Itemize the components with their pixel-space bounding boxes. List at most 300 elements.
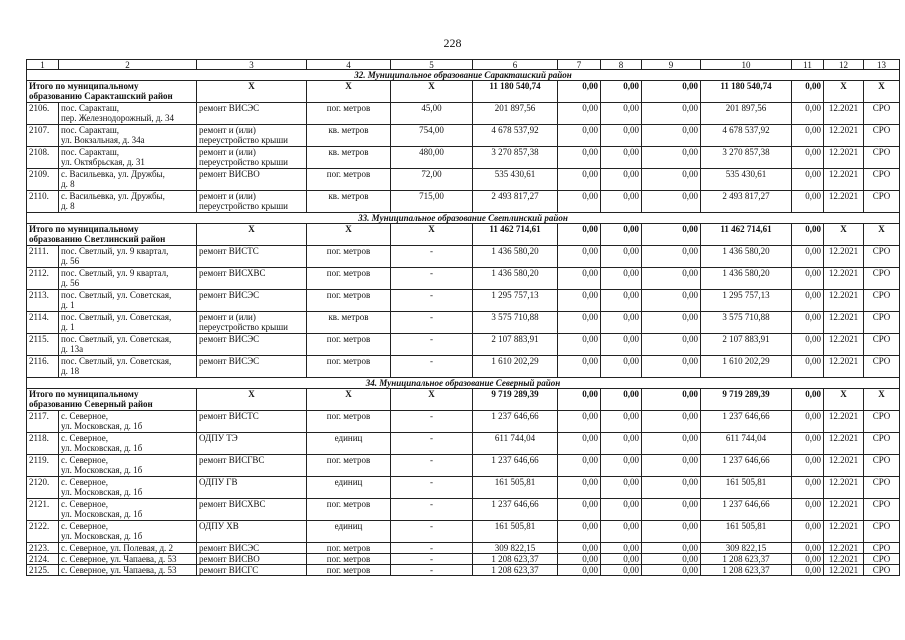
address-line: пос. Светлый, ул. 9 квартал, — [61, 268, 169, 278]
table-row — [27, 169, 900, 191]
quantity: - — [391, 290, 473, 312]
unit: пог. метров — [307, 543, 391, 554]
deadline: 12.2021 — [824, 356, 864, 378]
total-c9: 0,00 — [642, 389, 701, 411]
total-label — [27, 389, 197, 411]
deadline: 12.2021 — [824, 433, 864, 455]
cost-col-9: 0,00 — [642, 169, 701, 191]
work-type-line: ремонт ВИСТС — [199, 246, 259, 256]
address-line: ул. Московская, д. 1б — [61, 509, 143, 519]
address-line: пос. Светлый, ул. Советская, — [61, 356, 172, 366]
column-number: 13 — [864, 60, 900, 70]
work-type — [197, 268, 307, 290]
method: СРО — [864, 433, 900, 455]
unit: пог. метров — [307, 554, 391, 565]
cost-col-11: 0,00 — [792, 554, 824, 565]
total-cost: 161 505,81 — [473, 521, 558, 543]
quantity: 480,00 — [391, 147, 473, 169]
quantity: - — [391, 565, 473, 576]
address — [59, 411, 197, 433]
address-line: пос. Саракташ, — [61, 125, 119, 135]
cost-col-7: 0,00 — [558, 411, 601, 433]
work-type — [197, 290, 307, 312]
method: СРО — [864, 191, 900, 213]
table-row — [27, 147, 900, 169]
total-c10: 11 180 540,74 — [701, 81, 792, 103]
total-c7: 0,00 — [558, 389, 601, 411]
work-type — [197, 169, 307, 191]
cost-col-9: 0,00 — [642, 268, 701, 290]
cost-col-8: 0,00 — [601, 103, 642, 125]
cost-col-11: 0,00 — [792, 565, 824, 576]
method: СРО — [864, 103, 900, 125]
address-line: пос. Светлый, ул. Советская, — [61, 312, 172, 322]
deadline: 12.2021 — [824, 477, 864, 499]
row-number: 2108. — [27, 147, 59, 169]
unit: кв. метров — [307, 312, 391, 334]
total-c13: Х — [864, 81, 900, 103]
total-c7: 0,00 — [558, 224, 601, 246]
total-c12: Х — [824, 389, 864, 411]
work-type-line: ремонт ВИСТС — [199, 411, 259, 421]
cost-col-7: 0,00 — [558, 455, 601, 477]
cost-col-9: 0,00 — [642, 103, 701, 125]
cost-col-11: 0,00 — [792, 103, 824, 125]
address-line: пос. Светлый, ул. Советская, — [61, 334, 172, 344]
section-title-row — [27, 70, 900, 81]
cost-col-8: 0,00 — [601, 499, 642, 521]
column-number: 3 — [197, 60, 307, 70]
cost-col-8: 0,00 — [601, 411, 642, 433]
cost-col-7: 0,00 — [558, 169, 601, 191]
deadline: 12.2021 — [824, 103, 864, 125]
work-type — [197, 543, 307, 554]
quantity: - — [391, 411, 473, 433]
fund-cost: 161 505,81 — [701, 477, 792, 499]
row-number: 2113. — [27, 290, 59, 312]
cost-col-9: 0,00 — [642, 554, 701, 565]
total-c5: Х — [391, 81, 473, 103]
work-type-line: переустройство крыши — [199, 322, 288, 332]
work-type — [197, 433, 307, 455]
deadline: 12.2021 — [824, 125, 864, 147]
total-cost: 2 493 817,27 — [473, 191, 558, 213]
work-type — [197, 455, 307, 477]
method: СРО — [864, 499, 900, 521]
cost-col-9: 0,00 — [642, 356, 701, 378]
cost-col-9: 0,00 — [642, 334, 701, 356]
unit: пог. метров — [307, 268, 391, 290]
address-line: д. 1 — [61, 322, 75, 332]
work-type — [197, 356, 307, 378]
address-line: ул. Московская, д. 1б — [61, 443, 143, 453]
fund-cost: 1 295 757,13 — [701, 290, 792, 312]
quantity: - — [391, 521, 473, 543]
cost-col-9: 0,00 — [642, 521, 701, 543]
total-c3: Х — [197, 389, 307, 411]
quantity: - — [391, 246, 473, 268]
total-c3: Х — [197, 224, 307, 246]
work-type-line: ремонт ВИСХВС — [199, 268, 266, 278]
row-number: 2123. — [27, 543, 59, 554]
work-type-line: переустройство крыши — [199, 135, 288, 145]
deadline: 12.2021 — [824, 411, 864, 433]
total-cost: 1 436 580,20 — [473, 246, 558, 268]
address-line: д. 8 — [61, 201, 75, 211]
table-row — [27, 521, 900, 543]
deadline: 12.2021 — [824, 191, 864, 213]
quantity: - — [391, 312, 473, 334]
total-cost: 161 505,81 — [473, 477, 558, 499]
address — [59, 565, 197, 576]
address-line: д. 18 — [61, 366, 80, 376]
fund-cost: 3 575 710,88 — [701, 312, 792, 334]
cost-col-7: 0,00 — [558, 312, 601, 334]
cost-col-8: 0,00 — [601, 246, 642, 268]
cost-col-8: 0,00 — [601, 169, 642, 191]
cost-col-8: 0,00 — [601, 290, 642, 312]
quantity: - — [391, 477, 473, 499]
row-number: 2120. — [27, 477, 59, 499]
fund-cost: 1 436 580,20 — [701, 268, 792, 290]
work-type-line: ремонт ВИСГС — [199, 565, 259, 575]
address-line: д. 56 — [61, 278, 80, 288]
address — [59, 521, 197, 543]
total-label-line: Итого по муниципальному — [29, 224, 139, 234]
address-line: с. Северное, — [61, 433, 108, 443]
column-number: 7 — [558, 60, 601, 70]
cost-col-11: 0,00 — [792, 499, 824, 521]
work-type-line: ремонт ВИСЭС — [199, 103, 260, 113]
cost-col-7: 0,00 — [558, 554, 601, 565]
cost-col-7: 0,00 — [558, 521, 601, 543]
cost-col-7: 0,00 — [558, 565, 601, 576]
column-number: 12 — [824, 60, 864, 70]
cost-col-8: 0,00 — [601, 147, 642, 169]
address — [59, 290, 197, 312]
cost-col-8: 0,00 — [601, 565, 642, 576]
method: СРО — [864, 169, 900, 191]
table-row — [27, 499, 900, 521]
work-type-line: ремонт ВИСХВС — [199, 499, 266, 509]
column-number: 11 — [792, 60, 824, 70]
cost-col-9: 0,00 — [642, 433, 701, 455]
deadline: 12.2021 — [824, 499, 864, 521]
method: СРО — [864, 125, 900, 147]
address-line: д. 1 — [61, 300, 75, 310]
total-c6: 11 462 714,61 — [473, 224, 558, 246]
unit: единиц — [307, 433, 391, 455]
cost-col-9: 0,00 — [642, 290, 701, 312]
column-number: 4 — [307, 60, 391, 70]
method: СРО — [864, 411, 900, 433]
total-c11: 0,00 — [792, 81, 824, 103]
work-type-line: ОДПУ ХВ — [199, 521, 239, 531]
column-number: 9 — [642, 60, 701, 70]
cost-col-8: 0,00 — [601, 191, 642, 213]
total-c8: 0,00 — [601, 389, 642, 411]
total-cost: 1 295 757,13 — [473, 290, 558, 312]
row-number: 2122. — [27, 521, 59, 543]
total-label-line: образованию Саракташский район — [29, 91, 173, 101]
deadline: 12.2021 — [824, 455, 864, 477]
table-row — [27, 411, 900, 433]
address-line: с. Северное, ул. Полевая, д. 2 — [61, 543, 174, 553]
deadline: 12.2021 — [824, 290, 864, 312]
work-type-line: переустройство крыши — [199, 201, 288, 211]
row-number: 2118. — [27, 433, 59, 455]
row-number: 2125. — [27, 565, 59, 576]
quantity: 45,00 — [391, 103, 473, 125]
table-row — [27, 125, 900, 147]
row-number: 2110. — [27, 191, 59, 213]
work-type-line: ремонт ВИСЭС — [199, 356, 260, 366]
total-c9: 0,00 — [642, 224, 701, 246]
address-line: с. Васильевка, ул. Дружбы, — [61, 191, 165, 201]
row-number: 2124. — [27, 554, 59, 565]
cost-col-11: 0,00 — [792, 191, 824, 213]
address-line: д. 56 — [61, 256, 80, 266]
fund-cost: 1 237 646,66 — [701, 499, 792, 521]
address-line: ул. Московская, д. 1б — [61, 421, 143, 431]
address-line: пос. Саракташ, — [61, 103, 119, 113]
total-c5: Х — [391, 389, 473, 411]
fund-cost: 3 270 857,38 — [701, 147, 792, 169]
address-line: с. Северное, — [61, 521, 108, 531]
cost-col-7: 0,00 — [558, 543, 601, 554]
fund-cost: 535 430,61 — [701, 169, 792, 191]
quantity: 754,00 — [391, 125, 473, 147]
cost-col-11: 0,00 — [792, 411, 824, 433]
method: СРО — [864, 356, 900, 378]
cost-col-11: 0,00 — [792, 147, 824, 169]
total-c9: 0,00 — [642, 81, 701, 103]
deadline: 12.2021 — [824, 554, 864, 565]
total-c7: 0,00 — [558, 81, 601, 103]
cost-col-7: 0,00 — [558, 191, 601, 213]
unit: пог. метров — [307, 565, 391, 576]
cost-col-9: 0,00 — [642, 125, 701, 147]
address — [59, 169, 197, 191]
cost-col-9: 0,00 — [642, 191, 701, 213]
cost-col-11: 0,00 — [792, 312, 824, 334]
unit: единиц — [307, 477, 391, 499]
quantity: 715,00 — [391, 191, 473, 213]
method: СРО — [864, 147, 900, 169]
page-number: 228 — [443, 36, 462, 50]
cost-col-11: 0,00 — [792, 455, 824, 477]
work-type — [197, 411, 307, 433]
section-title-row — [27, 213, 900, 224]
work-type-line: ремонт ВИСЭС — [199, 334, 260, 344]
table-row — [27, 554, 900, 565]
column-number: 5 — [391, 60, 473, 70]
total-row — [27, 224, 900, 246]
work-type — [197, 565, 307, 576]
cost-col-7: 0,00 — [558, 268, 601, 290]
cost-col-7: 0,00 — [558, 103, 601, 125]
work-type — [197, 125, 307, 147]
cost-col-9: 0,00 — [642, 455, 701, 477]
column-number: 6 — [473, 60, 558, 70]
column-number: 2 — [59, 60, 197, 70]
cost-col-9: 0,00 — [642, 246, 701, 268]
unit: единиц — [307, 521, 391, 543]
address-line: с. Северное, ул. Чапаева, д. 53 — [61, 565, 177, 575]
work-type — [197, 191, 307, 213]
table-row — [27, 290, 900, 312]
cost-col-7: 0,00 — [558, 125, 601, 147]
total-c8: 0,00 — [601, 81, 642, 103]
section-title: 32. Муниципальное образование Саракташский район — [27, 70, 900, 81]
method: СРО — [864, 521, 900, 543]
work-type — [197, 477, 307, 499]
total-c13: Х — [864, 389, 900, 411]
address — [59, 103, 197, 125]
cost-col-7: 0,00 — [558, 356, 601, 378]
fund-cost: 611 744,04 — [701, 433, 792, 455]
total-cost: 1 237 646,66 — [473, 455, 558, 477]
capital-repair-table — [26, 59, 900, 576]
table-row — [27, 356, 900, 378]
total-cost: 1 610 202,29 — [473, 356, 558, 378]
cost-col-8: 0,00 — [601, 268, 642, 290]
quantity: - — [391, 356, 473, 378]
total-cost: 2 107 883,91 — [473, 334, 558, 356]
work-type-line: ремонт и (или) — [199, 147, 256, 157]
cost-col-11: 0,00 — [792, 477, 824, 499]
cost-col-8: 0,00 — [601, 312, 642, 334]
cost-col-9: 0,00 — [642, 477, 701, 499]
cost-col-8: 0,00 — [601, 477, 642, 499]
cost-col-11: 0,00 — [792, 246, 824, 268]
fund-cost: 4 678 537,92 — [701, 125, 792, 147]
table-row — [27, 565, 900, 576]
fund-cost: 161 505,81 — [701, 521, 792, 543]
method: СРО — [864, 543, 900, 554]
total-c10: 9 719 289,39 — [701, 389, 792, 411]
total-c4: Х — [307, 81, 391, 103]
address — [59, 268, 197, 290]
column-number: 8 — [601, 60, 642, 70]
deadline: 12.2021 — [824, 334, 864, 356]
work-type-line: ремонт и (или) — [199, 191, 256, 201]
row-number: 2117. — [27, 411, 59, 433]
cost-col-7: 0,00 — [558, 499, 601, 521]
work-type — [197, 499, 307, 521]
cost-col-11: 0,00 — [792, 543, 824, 554]
section-title-row — [27, 378, 900, 389]
total-cost: 1 208 623,37 — [473, 565, 558, 576]
address-line: пос. Светлый, ул. Советская, — [61, 290, 172, 300]
cost-col-7: 0,00 — [558, 246, 601, 268]
cost-col-8: 0,00 — [601, 554, 642, 565]
address — [59, 554, 197, 565]
work-type-line: ремонт ВИСВО — [199, 554, 260, 564]
cost-col-7: 0,00 — [558, 147, 601, 169]
address — [59, 499, 197, 521]
unit: кв. метров — [307, 191, 391, 213]
fund-cost: 2 493 817,27 — [701, 191, 792, 213]
row-number: 2106. — [27, 103, 59, 125]
quantity: - — [391, 433, 473, 455]
column-number: 10 — [701, 60, 792, 70]
total-cost: 4 678 537,92 — [473, 125, 558, 147]
deadline: 12.2021 — [824, 543, 864, 554]
work-type-line: ремонт ВИСВО — [199, 169, 260, 179]
total-row — [27, 389, 900, 411]
cost-col-11: 0,00 — [792, 268, 824, 290]
cost-col-11: 0,00 — [792, 521, 824, 543]
work-type-line: ОДПУ ГВ — [199, 477, 238, 487]
work-type-line: ремонт и (или) — [199, 312, 256, 322]
total-label-line: Итого по муниципальному — [29, 81, 139, 91]
table-row — [27, 191, 900, 213]
address-line: с. Васильевка, ул. Дружбы, — [61, 169, 165, 179]
deadline: 12.2021 — [824, 521, 864, 543]
unit: пог. метров — [307, 334, 391, 356]
cost-col-9: 0,00 — [642, 543, 701, 554]
quantity: - — [391, 499, 473, 521]
cost-col-8: 0,00 — [601, 521, 642, 543]
cost-col-7: 0,00 — [558, 433, 601, 455]
work-type — [197, 312, 307, 334]
row-number: 2114. — [27, 312, 59, 334]
total-label-line: образованию Светлинский район — [29, 234, 166, 244]
total-label-line: Итого по муниципальному — [29, 389, 139, 399]
cost-col-7: 0,00 — [558, 290, 601, 312]
work-type — [197, 246, 307, 268]
total-cost: 611 744,04 — [473, 433, 558, 455]
method: СРО — [864, 565, 900, 576]
address-line: с. Северное, — [61, 455, 108, 465]
method: СРО — [864, 246, 900, 268]
work-type-line: ремонт ВИСЭС — [199, 290, 260, 300]
total-row — [27, 81, 900, 103]
work-type — [197, 521, 307, 543]
table-body — [27, 60, 900, 576]
method: СРО — [864, 477, 900, 499]
address-line: пос. Светлый, ул. 9 квартал, — [61, 246, 169, 256]
cost-col-11: 0,00 — [792, 125, 824, 147]
fund-cost: 1 237 646,66 — [701, 455, 792, 477]
cost-col-9: 0,00 — [642, 499, 701, 521]
table-row — [27, 543, 900, 554]
table-row — [27, 312, 900, 334]
total-cost: 1 237 646,66 — [473, 499, 558, 521]
row-number: 2112. — [27, 268, 59, 290]
fund-cost: 2 107 883,91 — [701, 334, 792, 356]
cost-col-11: 0,00 — [792, 290, 824, 312]
address-line: с. Северное, — [61, 499, 108, 509]
cost-col-9: 0,00 — [642, 312, 701, 334]
unit: пог. метров — [307, 499, 391, 521]
column-number: 1 — [27, 60, 59, 70]
unit: пог. метров — [307, 356, 391, 378]
deadline: 12.2021 — [824, 147, 864, 169]
quantity: - — [391, 268, 473, 290]
table-row — [27, 268, 900, 290]
total-cost: 535 430,61 — [473, 169, 558, 191]
fund-cost: 1 436 580,20 — [701, 246, 792, 268]
unit: пог. метров — [307, 103, 391, 125]
total-cost: 309 822,15 — [473, 543, 558, 554]
method: СРО — [864, 268, 900, 290]
method: СРО — [864, 554, 900, 565]
fund-cost: 1 237 646,66 — [701, 411, 792, 433]
cost-col-8: 0,00 — [601, 334, 642, 356]
total-c12: Х — [824, 224, 864, 246]
